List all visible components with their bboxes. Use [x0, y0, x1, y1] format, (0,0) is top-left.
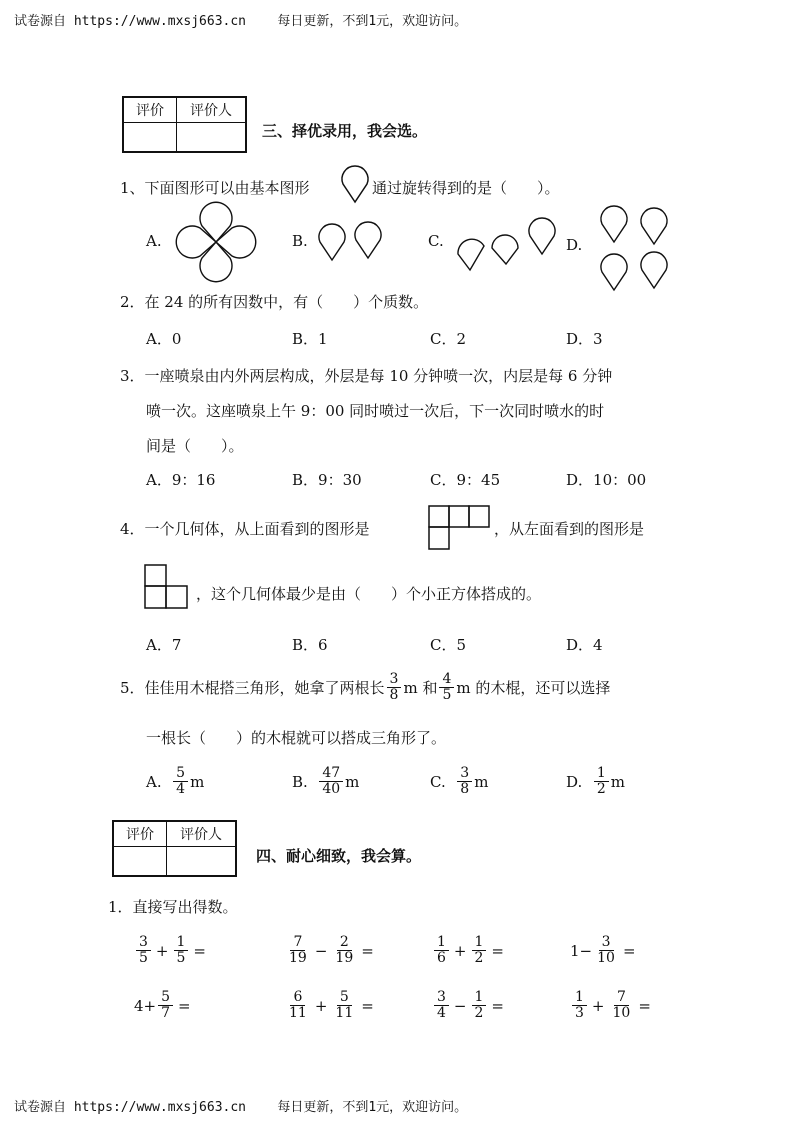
q4-option-b: B．6: [292, 636, 328, 654]
denominator: 3: [575, 1005, 584, 1022]
calc-2-4: [570, 990, 654, 1022]
numerator: 3: [457, 766, 472, 782]
denominator: 5: [176, 950, 186, 967]
section3-title: 三、择优录用，我会选。: [262, 122, 428, 140]
score-cell: [113, 847, 167, 877]
q1-text-a: 1、下面图形可以由基本图形: [120, 179, 310, 197]
calc-1-2: [284, 935, 377, 967]
equals-sign: =: [193, 941, 206, 960]
unit: m: [610, 772, 625, 791]
unit: m: [345, 772, 360, 791]
numerator: 7: [290, 935, 305, 951]
operator: +: [591, 996, 605, 1015]
equals-sign: =: [491, 941, 504, 960]
three-teardrops-icon: [456, 214, 560, 274]
q4-option-d: D．4: [566, 636, 603, 654]
q4-line2: ，这个几何体最少是由（ ）个小正方体搭成的。: [196, 585, 542, 603]
section4-sub1: 1．直接写出得数。: [108, 898, 238, 916]
denominator: 10: [597, 950, 615, 967]
option-label: D.: [566, 772, 583, 791]
numerator: 3: [387, 672, 402, 688]
q4-line1: 4．一个几何体，从上面看到的图形是: [120, 520, 370, 538]
scorer-cell: [167, 847, 237, 877]
numerator: 6: [290, 990, 305, 1006]
option-fraction: [173, 766, 188, 798]
q5-text-2: m 和: [403, 679, 438, 698]
numerator: 3: [434, 990, 449, 1006]
q2-option-a: A．0: [146, 330, 182, 348]
header-note: 每日更新，不到1元，欢迎访问。: [277, 14, 468, 29]
q5-text-3: m 的木棍，还可以选择: [456, 679, 611, 698]
denominator: 19: [335, 950, 354, 967]
q5-option-d: [566, 766, 625, 798]
denominator: 11: [289, 1005, 307, 1022]
q3-option-a: A．9：16: [146, 471, 216, 489]
q3-line2: 喷一次。这座喷泉上午 9：00 同时喷过一次后，下一次同时喷水的时: [146, 402, 605, 420]
q5-line1: [120, 672, 610, 704]
fraction: [174, 935, 189, 967]
numerator: 3: [599, 935, 614, 951]
fraction: [286, 990, 310, 1022]
option-fraction: [319, 766, 343, 798]
denominator: 4: [437, 1005, 446, 1022]
q4-option-c: C．5: [430, 636, 467, 654]
operator: +: [155, 941, 169, 960]
calc-2-2: [284, 990, 377, 1022]
q3-option-c: C．9：45: [430, 471, 501, 489]
header: [14, 10, 467, 29]
footer-note: 每日更新，不到1元，欢迎访问。: [277, 1100, 468, 1115]
scorer-label: 评价人: [177, 97, 247, 123]
denominator: 7: [161, 1005, 171, 1022]
score-label: 评价: [123, 97, 177, 123]
two-teardrops-icon: [316, 224, 386, 264]
equals-sign: =: [361, 941, 374, 960]
numerator: 1: [572, 990, 587, 1006]
q3-option-d: D．10：00: [566, 471, 647, 489]
denominator: 2: [474, 950, 484, 967]
denominator: 6: [437, 950, 446, 967]
numerator: 1: [472, 990, 487, 1006]
score-box-section3: [122, 96, 247, 153]
q1-option-d: D.: [566, 236, 583, 254]
equals-sign: =: [361, 996, 374, 1015]
lead-term: 1−: [570, 941, 593, 960]
scorer-label: 评价人: [167, 821, 237, 847]
option-label: B.: [292, 772, 308, 791]
calc-1-3: [432, 935, 507, 967]
q5-line2: 一根长（ ）的木棍就可以搭成三角形了。: [146, 729, 447, 747]
fraction: [286, 935, 310, 967]
fraction: [332, 990, 356, 1022]
equals-sign: =: [178, 996, 191, 1015]
numerator: 1: [174, 935, 189, 951]
four-petal-flower-icon: [176, 204, 256, 280]
footer-source: 试卷源自 https://www.mxsj663.cn: [14, 1100, 247, 1115]
denominator: 5: [442, 687, 452, 704]
score-box-section4: [112, 820, 237, 877]
calc-1-4: [570, 935, 639, 967]
q5-option-a: [146, 766, 204, 798]
fraction: [472, 990, 487, 1022]
numerator: 5: [173, 766, 188, 782]
option-label: A.: [146, 772, 162, 791]
operator: −: [314, 941, 328, 960]
denominator: 19: [289, 950, 307, 967]
option-label: C.: [430, 772, 446, 791]
q5-fraction-2: [439, 672, 454, 704]
fraction: [434, 990, 449, 1022]
option-fraction: [457, 766, 472, 798]
q2-option-d: D．3: [566, 330, 603, 348]
q2-option-b: B．1: [292, 330, 328, 348]
fraction: [434, 935, 449, 967]
denominator: 5: [139, 950, 148, 967]
q3-line1: 3．一座喷泉由内外两层构成，外层是每 10 分钟喷一次，内层是每 6 分钟: [120, 367, 613, 385]
four-teardrops-icon: [598, 208, 674, 292]
q1-option-a: A.: [146, 232, 162, 250]
q4-line1b: ，从左面看到的图形是: [494, 520, 645, 538]
denominator: 4: [176, 781, 186, 798]
operator: −: [453, 996, 467, 1015]
numerator: 7: [614, 990, 629, 1006]
footer: [14, 1096, 467, 1115]
q2-option-c: C．2: [430, 330, 467, 348]
teardrop-shape-icon: [340, 168, 370, 204]
denominator: 2: [596, 781, 606, 798]
numerator: 5: [158, 990, 173, 1006]
left-view-grid-icon: [144, 564, 192, 612]
unit: m: [190, 772, 205, 791]
calc-2-3: [432, 990, 507, 1022]
operator: +: [453, 941, 467, 960]
equals-sign: =: [638, 996, 651, 1015]
calc-2-1: [134, 990, 194, 1022]
fraction: [594, 935, 618, 967]
score-label: 评价: [113, 821, 167, 847]
equals-sign: =: [622, 941, 636, 960]
q1-option-b: B.: [292, 232, 308, 250]
lead-term: 4+: [134, 996, 157, 1015]
fraction: [158, 990, 173, 1022]
q3-line3: 间是（ ）。: [146, 437, 244, 455]
denominator: 2: [474, 1005, 484, 1022]
equals-sign: =: [491, 996, 504, 1015]
denominator: 10: [612, 1005, 631, 1022]
q1-option-c: C.: [428, 232, 444, 250]
unit: m: [474, 772, 489, 791]
top-view-grid-icon: [428, 505, 492, 553]
numerator: 3: [136, 935, 151, 951]
numerator: 5: [337, 990, 352, 1006]
q3-option-b: B．9：30: [292, 471, 362, 489]
q5-option-c: [430, 766, 488, 798]
q5-text-1: 5．佳佳用木棍搭三角形，她拿了两根长: [120, 679, 385, 698]
numerator: 1: [594, 766, 609, 782]
numerator: 1: [472, 935, 487, 951]
numerator: 1: [434, 935, 449, 951]
denominator: 8: [389, 687, 399, 704]
numerator: 4: [439, 672, 454, 688]
numerator: 47: [319, 766, 343, 782]
denominator: 40: [322, 781, 341, 798]
numerator: 2: [337, 935, 352, 951]
option-fraction: [594, 766, 609, 798]
q4-option-a: A．7: [146, 636, 182, 654]
fraction: [472, 935, 487, 967]
section4-title: 四、耐心细致，我会算。: [256, 847, 422, 865]
score-cell: [123, 123, 177, 153]
scorer-cell: [177, 123, 247, 153]
q2-text: 2．在 24 的所有因数中，有（ ）个质数。: [120, 293, 429, 311]
q5-option-b: [292, 766, 359, 798]
fraction: [610, 990, 634, 1022]
fraction: [332, 935, 356, 967]
header-source: 试卷源自 https://www.mxsj663.cn: [14, 14, 247, 29]
calc-1-1: [134, 935, 209, 967]
operator: +: [314, 996, 328, 1015]
q5-fraction-1: [387, 672, 402, 704]
denominator: 8: [460, 781, 470, 798]
fraction: [572, 990, 587, 1022]
fraction: [136, 935, 151, 967]
denominator: 11: [335, 1005, 354, 1022]
q1-text-b: 通过旋转得到的是（ ）。: [372, 179, 560, 197]
